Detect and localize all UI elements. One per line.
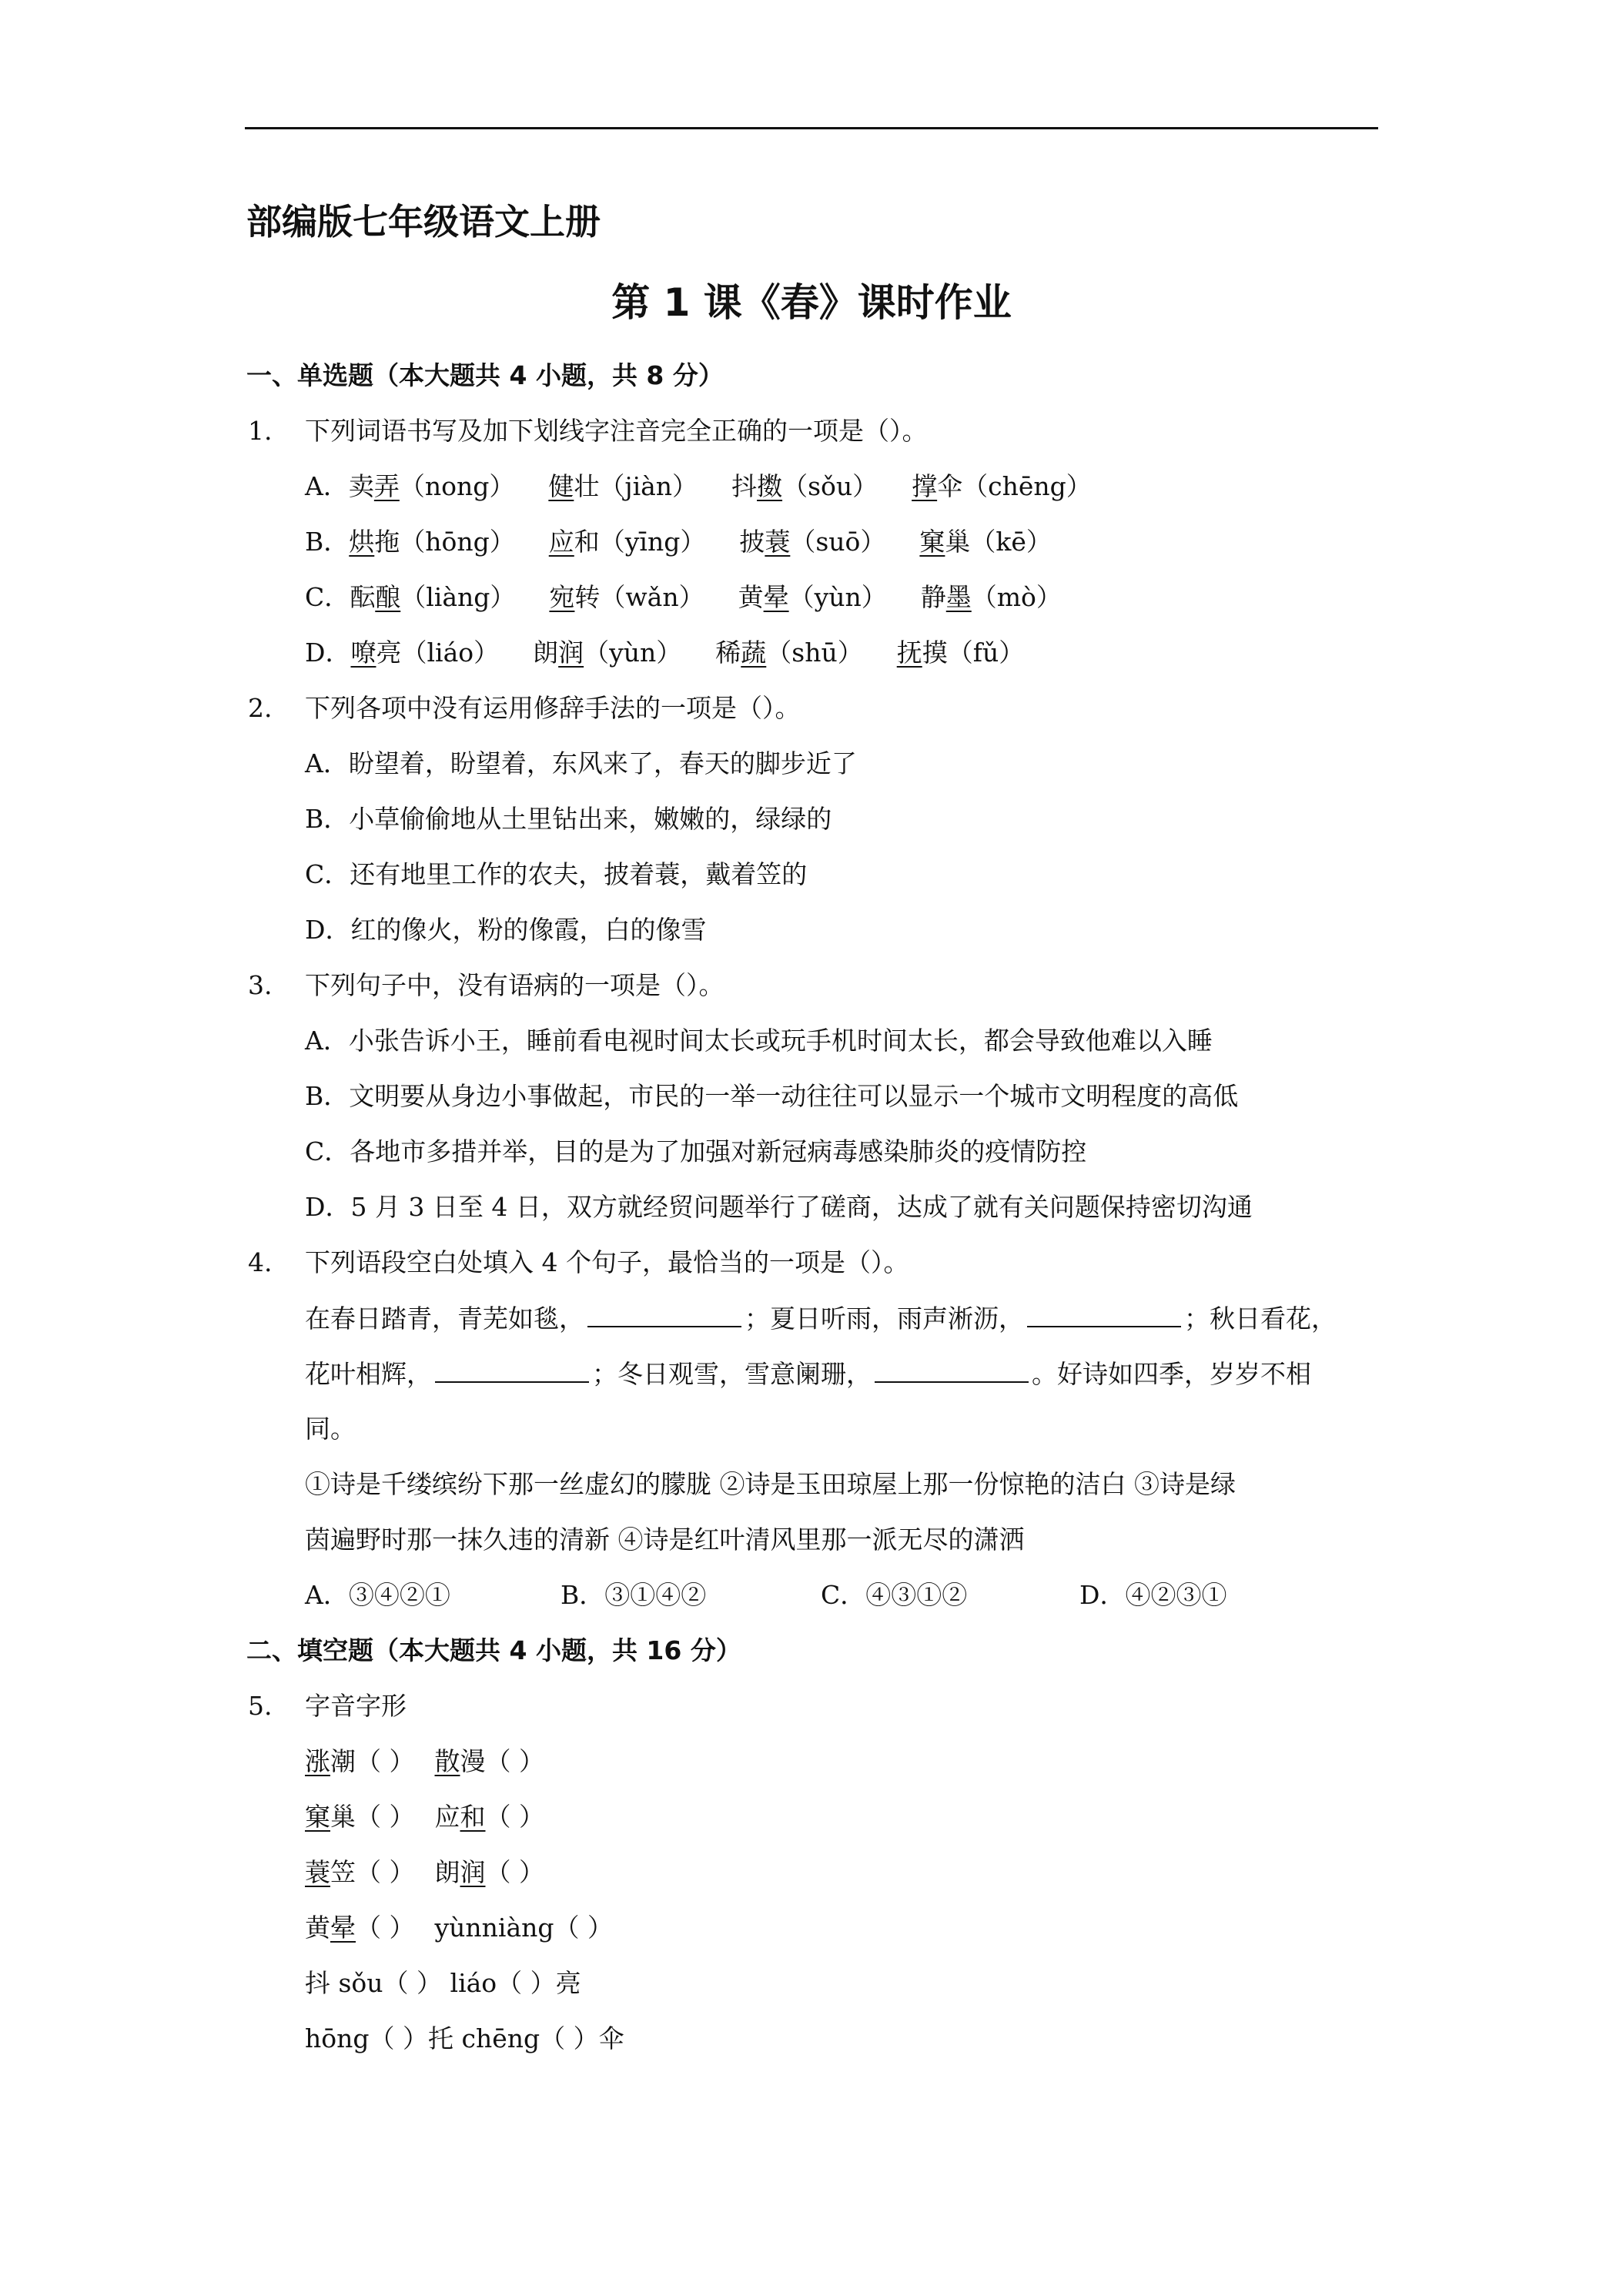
option-term: 稀蔬（shū） xyxy=(715,638,863,668)
option-b[interactable] xyxy=(305,524,1052,561)
option-term: 朗润（yùn） xyxy=(533,638,682,668)
choice-d[interactable]: D．④②③① xyxy=(1079,1580,1227,1610)
section-heading-single-choice: 一、单选题（本大题共 4 小题，共 8 分） xyxy=(246,360,724,390)
question-number: 5. xyxy=(248,1691,273,1721)
section-heading-fill-in: 二、填空题（本大题共 4 小题，共 16 分） xyxy=(246,1635,741,1665)
question-number: 2. xyxy=(248,693,273,723)
option-d[interactable] xyxy=(305,634,1024,671)
fill-row[interactable]: 涨潮（ ） 散漫（ ） xyxy=(305,1746,544,1776)
fill-blank[interactable] xyxy=(587,1300,741,1327)
question-stem: 下列语段空白处填入 4 个句子，最恰当的一项是（）。 xyxy=(305,1247,909,1277)
option-label: C． xyxy=(305,582,350,612)
option-d[interactable]: D．红的像火，粉的像霞，白的像雪 xyxy=(305,915,707,945)
option-b[interactable]: B．文明要从身边小事做起，市民的一举一动往往可以显示一个城市文明程度的高低 xyxy=(305,1081,1239,1111)
option-b[interactable]: B．小草偷偷地从土里钻出来，嫩嫩的，绿绿的 xyxy=(305,804,832,834)
option-term: 应和（yīng） xyxy=(548,527,706,557)
fill-blank[interactable] xyxy=(1027,1300,1181,1327)
sentence-list-line-2: 茵遍野时那一抹久违的清新 ④诗是红叶清风里那一派无尽的潇洒 xyxy=(305,1525,1025,1555)
option-label: D． xyxy=(305,638,351,668)
option-term: 健壮（jiàn） xyxy=(548,471,698,501)
book-title: 部编版七年级语文上册 xyxy=(246,201,601,243)
option-term: 宛转（wǎn） xyxy=(549,582,704,612)
option-term: 抚摸（fǔ） xyxy=(896,638,1025,668)
option-term: 抖擞（sǒu） xyxy=(731,471,878,501)
question-number: 3. xyxy=(248,970,273,1000)
question-stem: 下列词语书写及加下划线字注音完全正确的一项是（）。 xyxy=(305,416,928,446)
lesson-title: 第 1 课《春》课时作业 xyxy=(611,280,1012,325)
option-d[interactable]: D．5 月 3 日至 4 日，双方就经贸问题举行了磋商，达成了就有关问题保持密切沟通 xyxy=(305,1192,1253,1222)
fill-row[interactable]: 蓑笠（ ） 朗润（ ） xyxy=(305,1857,544,1887)
passage-line-3: 同。 xyxy=(305,1414,356,1444)
option-c[interactable]: C．各地市多措并举，目的是为了加强对新冠病毒感染肺炎的疫情防控 xyxy=(305,1136,1087,1166)
option-term: 黄晕（yùn） xyxy=(738,582,887,612)
question-number: 4. xyxy=(248,1247,273,1277)
question-stem: 下列句子中，没有语病的一项是（）。 xyxy=(305,970,724,1000)
passage-line-2: 花叶相辉， ；冬日观雪，雪意阑珊， 。好诗如四季，岁岁不相 xyxy=(305,1355,1311,1393)
option-term: 窠巢（kē） xyxy=(919,527,1052,557)
fill-row[interactable]: 抖 sǒu（ ） liáo（ ）亮 xyxy=(305,1968,581,1998)
header-rule xyxy=(245,127,1378,129)
option-a[interactable] xyxy=(305,468,1092,505)
fill-row[interactable]: 窠巢（ ） 应和（ ） xyxy=(305,1802,544,1832)
option-a[interactable]: A．盼望着，盼望着，东风来了，春天的脚步近了 xyxy=(305,748,857,778)
fill-row[interactable]: 黄晕（ ） yùnniàng（ ） xyxy=(305,1913,613,1943)
option-term: 撑伞（chēng） xyxy=(912,471,1092,501)
option-label: B． xyxy=(305,527,350,557)
option-term: 卖弄（nong） xyxy=(348,471,515,501)
question-number: 1. xyxy=(248,416,273,446)
choice-b[interactable]: B．③①④② xyxy=(561,1580,707,1610)
passage-line-1: 在春日踏青，青芜如毯， ；夏日听雨，雨声淅沥， ；秋日看花， xyxy=(305,1300,1337,1337)
choice-a[interactable]: A．③④②① xyxy=(305,1580,450,1610)
option-term: 酝酿（liàng） xyxy=(350,582,516,612)
option-term: 嘹亮（liáo） xyxy=(350,638,500,668)
option-term: 烘拖（hōng） xyxy=(349,527,515,557)
option-c[interactable] xyxy=(305,579,1062,616)
fill-blank[interactable] xyxy=(875,1355,1029,1383)
question-stem: 下列各项中没有运用修辞手法的一项是（）。 xyxy=(305,693,801,723)
sentence-list-line-1: ①诗是千缕缤纷下那一丝虚幻的朦胧 ②诗是玉田琼屋上那一份惊艳的洁白 ③诗是绿 xyxy=(305,1469,1236,1499)
choice-c[interactable]: C．④③①② xyxy=(821,1580,968,1610)
fill-blank[interactable] xyxy=(435,1355,589,1383)
option-c[interactable]: C．还有地里工作的农夫，披着蓑，戴着笠的 xyxy=(305,859,808,889)
fill-row[interactable]: hōng（ ）托 chēng（ ）伞 xyxy=(305,2023,624,2053)
option-term: 披蓑（suō） xyxy=(739,527,886,557)
option-a[interactable]: A．小张告诉小王，睡前看电视时间太长或玩手机时间太长，都会导致他难以入睡 xyxy=(305,1026,1213,1056)
option-label: A． xyxy=(305,471,349,501)
option-term: 静墨（mò） xyxy=(920,582,1062,612)
question-stem: 字音字形 xyxy=(305,1691,407,1721)
